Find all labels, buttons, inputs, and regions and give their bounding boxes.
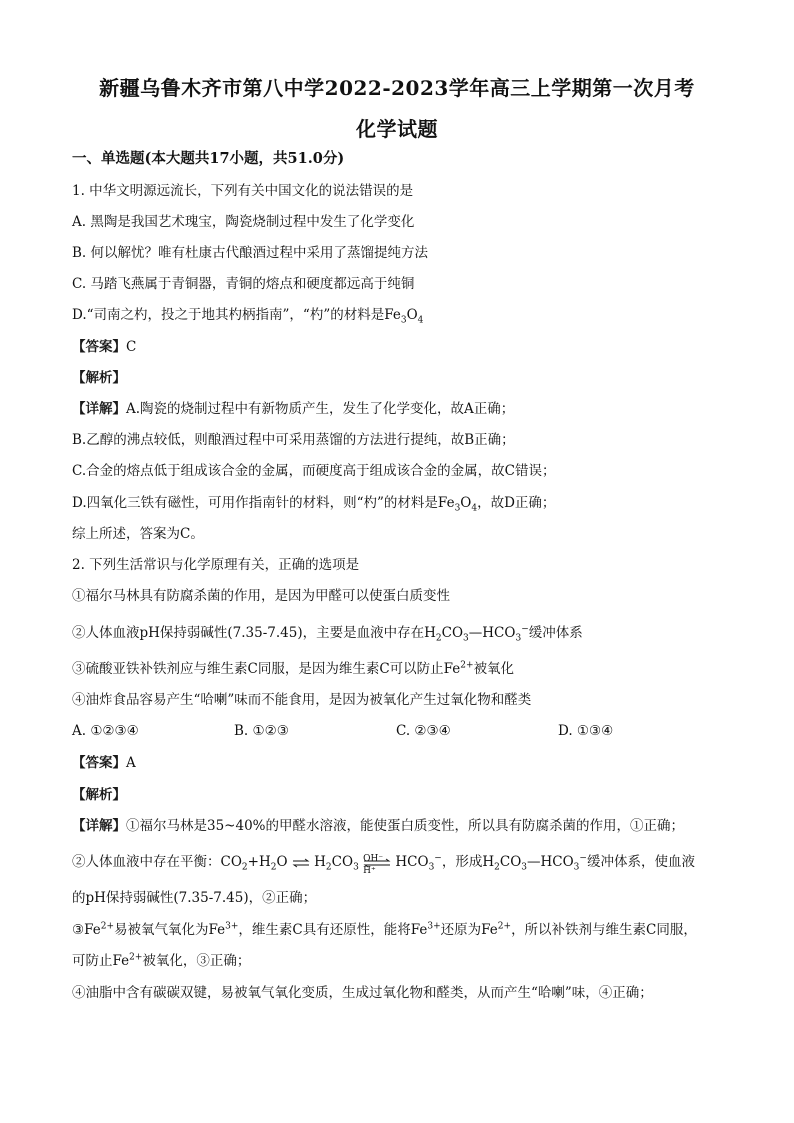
q1-option-c: C. 马踏飞燕属于青铜器，青铜的熔点和硬度都远高于纯铜: [72, 276, 415, 292]
q1-option-d: D.“司南之杓，投之于地其杓柄指南”，“杓”的材料是$Fe_3O_4$: [72, 307, 424, 326]
q2-detail-3: $③Fe^{2+}$易被氧气氧化为$Fe^{3+}$，维生素C具有还原性，能将$Fe^{3+}$还原为$Fe^{2+}$，所以补铁剂与维生素C同服，: [72, 921, 697, 938]
equilibrium-arrow-with-conditions-icon: OH⁻ H⁺: [363, 856, 391, 870]
q1-detail-a: 【详解】A.陶瓷的烧制过程中有新物质产生，发生了化学变化，故A正确；: [72, 401, 515, 417]
q1-summary: 综上所述，答案为C。: [72, 526, 204, 542]
q2-statement-1: ①福尔马林具有防腐杀菌的作用，是因为甲醛可以使蛋白质变性: [72, 588, 450, 604]
q1-answer: 【答案】C: [72, 339, 137, 355]
q1-analysis: [72, 369, 126, 387]
q1-detail-c: C.合金的熔点低于组成该合金的金属，而硬度高于组成该合金的金属，故C错误；: [72, 463, 556, 479]
q2-detail-2-cont: 的pH保持弱碱性(7.35-7.45)，②正确；: [72, 890, 317, 906]
q1-stem: 1. 中华文明源远流长，下列有关中国文化的说法错误的是: [72, 183, 414, 199]
q2-analysis: [72, 786, 126, 804]
q2-option-d: D. ①③④: [558, 723, 614, 739]
q2-option-b: B. ①②③: [234, 723, 289, 739]
q2-option-a: A. ①②③④: [72, 723, 139, 739]
answer-label: 【答案】: [72, 755, 126, 771]
detail-label: 【详解】: [72, 818, 126, 834]
q1-option-a: A. 黑陶是我国艺术瑰宝，陶瓷烧制过程中发生了化学变化: [72, 214, 415, 230]
analysis-label: 【解析】: [72, 787, 126, 803]
analysis-label: 【解析】: [72, 370, 126, 386]
q2-stem: 2. 下列生活常识与化学原理有关，正确的选项是: [72, 557, 360, 573]
q2-statement-3: ③硫酸亚铁补铁剂应与维生素C同服，是因为维生素C可以防止$Fe^{2+}$被氧化: [72, 660, 515, 677]
q1-detail-d: D.四氧化三铁有磁性，可用作指南针的材料，则“杓”的材料是$Fe_3O_4$，故D正确；: [72, 495, 556, 514]
q1-detail-b: B.乙醇的沸点较低，则酿酒过程中可采用蒸馏的方法进行提纯，故B正确；: [72, 432, 515, 448]
q2-statement-2: ②人体血液pH保持弱碱性(7.35-7.45)，主要是血液中存在$H_2CO_3—HCO_3^-$缓冲体系: [72, 624, 583, 644]
section-heading: 一、单选题(本大题共17小题，共51.0分): [72, 150, 345, 167]
q2-detail-2: ②人体血液中存在平衡：$CO_2+H_2O$ $H_2CO_3$ OH⁻ H⁺ $HCO_3^-$，形成$H_2CO_3—HCO_3^-$缓冲体系，使血液: [72, 853, 695, 876]
q2-detail-3-cont: 可防止$Fe^{2+}$被氧化，③正确；: [72, 952, 251, 969]
q2-option-c: C. ②③④: [396, 723, 451, 739]
q1-option-b: B. 何以解忧？唯有杜康古代酿酒过程中采用了蒸馏提纯方法: [72, 245, 429, 261]
answer-label: 【答案】: [72, 339, 126, 355]
q2-detail-1: 【详解】①福尔马林是35~40%的甲醛水溶液，能使蛋白质变性，所以具有防腐杀菌的作用，①正确；: [72, 818, 684, 834]
equilibrium-arrow-icon: [292, 856, 310, 870]
q2-answer: 【答案】A: [72, 755, 136, 771]
exam-title: 新疆乌鲁木齐市第八中学2022-2023学年高三上学期第一次月考: [99, 76, 695, 100]
q2-detail-4: ④油脂中含有碳碳双键，易被氧气氧化变质，生成过氧化物和醛类，从而产生“哈喇”味，④正确；: [72, 985, 653, 1001]
exam-subtitle: 化学试题: [356, 117, 438, 141]
detail-label: 【详解】: [72, 401, 126, 417]
q2-statement-4: ④油炸食品容易产生“哈喇”味而不能食用，是因为被氧化产生过氧化物和醛类: [72, 692, 532, 708]
